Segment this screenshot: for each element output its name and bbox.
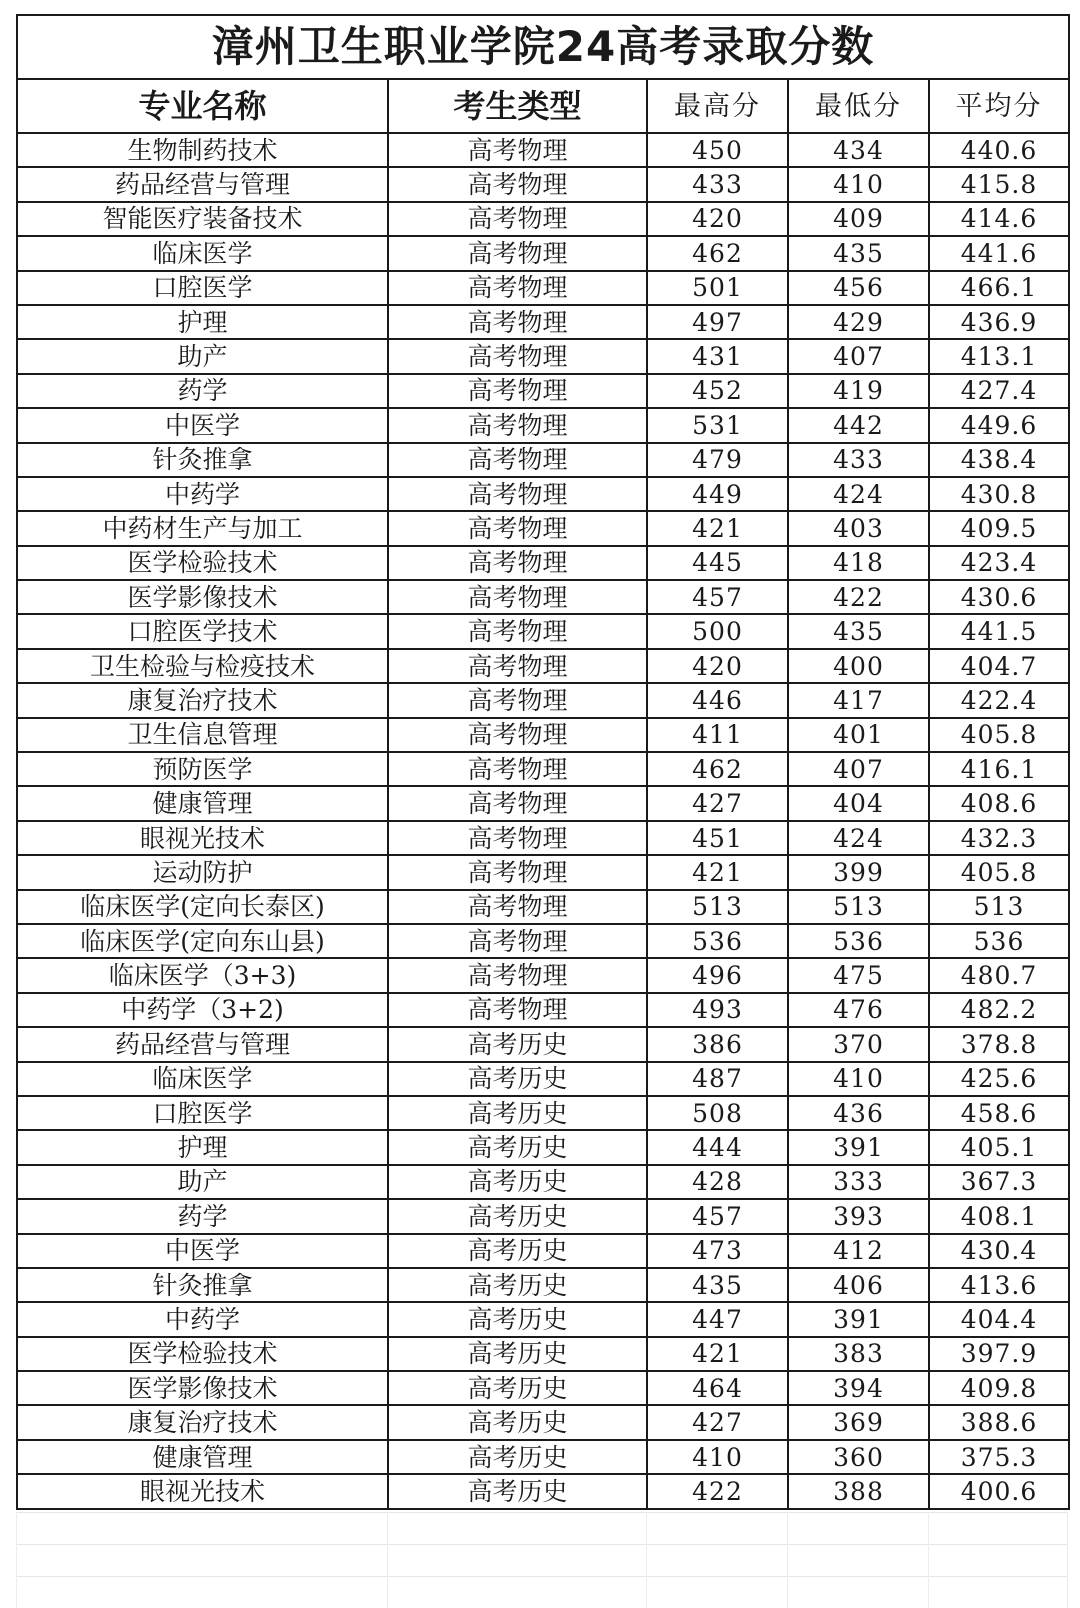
cell-min: 456 xyxy=(788,271,929,305)
cell-major: 中药学 xyxy=(17,477,388,511)
cell-major: 口腔医学技术 xyxy=(17,614,388,648)
cell-max: 422 xyxy=(647,1474,788,1508)
cell-avg: 400.6 xyxy=(929,1474,1069,1508)
admission-score-table xyxy=(16,14,1070,1510)
cell-avg: 430.8 xyxy=(929,477,1069,511)
cell-min: 513 xyxy=(788,890,929,924)
header-max: 最高分 xyxy=(647,79,788,133)
cell-avg: 414.6 xyxy=(929,202,1069,236)
cell-type: 高考物理 xyxy=(388,202,647,236)
header-avg: 平均分 xyxy=(929,79,1069,133)
cell-avg: 458.6 xyxy=(929,1096,1069,1130)
cell-major: 助产 xyxy=(17,1165,388,1199)
empty-sheet-grid xyxy=(16,1512,1068,1608)
cell-min: 407 xyxy=(788,339,929,373)
cell-avg: 378.8 xyxy=(929,1027,1069,1061)
cell-major: 医学影像技术 xyxy=(17,580,388,614)
cell-min: 391 xyxy=(788,1302,929,1336)
table-row xyxy=(17,271,1069,305)
table-row xyxy=(17,1474,1069,1508)
cell-major: 中医学 xyxy=(17,1234,388,1268)
header-major: 专业名称 xyxy=(17,79,388,133)
cell-avg: 513 xyxy=(929,890,1069,924)
cell-major: 医学检验技术 xyxy=(17,546,388,580)
cell-max: 421 xyxy=(647,855,788,889)
cell-major: 临床医学 xyxy=(17,1062,388,1096)
cell-type: 高考历史 xyxy=(388,1440,647,1474)
cell-major: 口腔医学 xyxy=(17,271,388,305)
cell-major: 预防医学 xyxy=(17,752,388,786)
header-row xyxy=(17,79,1069,133)
cell-avg: 409.8 xyxy=(929,1371,1069,1405)
table-row xyxy=(17,1234,1069,1268)
cell-major: 康复治疗技术 xyxy=(17,1405,388,1439)
cell-max: 428 xyxy=(647,1165,788,1199)
cell-avg: 432.3 xyxy=(929,821,1069,855)
cell-type: 高考物理 xyxy=(388,305,647,339)
cell-max: 427 xyxy=(647,786,788,820)
cell-type: 高考历史 xyxy=(388,1268,647,1302)
cell-min: 360 xyxy=(788,1440,929,1474)
table-row xyxy=(17,374,1069,408)
cell-major: 智能医疗装备技术 xyxy=(17,202,388,236)
cell-avg: 408.6 xyxy=(929,786,1069,820)
cell-max: 427 xyxy=(647,1405,788,1439)
table-row xyxy=(17,1405,1069,1439)
header-min: 最低分 xyxy=(788,79,929,133)
cell-max: 500 xyxy=(647,614,788,648)
cell-min: 401 xyxy=(788,718,929,752)
table-row xyxy=(17,958,1069,992)
cell-major: 临床医学(定向东山县) xyxy=(17,924,388,958)
cell-type: 高考物理 xyxy=(388,546,647,580)
table-row xyxy=(17,1440,1069,1474)
cell-max: 451 xyxy=(647,821,788,855)
cell-type: 高考物理 xyxy=(388,821,647,855)
cell-max: 445 xyxy=(647,546,788,580)
cell-max: 496 xyxy=(647,958,788,992)
cell-major: 护理 xyxy=(17,1130,388,1164)
cell-type: 高考物理 xyxy=(388,236,647,270)
cell-avg: 427.4 xyxy=(929,374,1069,408)
cell-major: 助产 xyxy=(17,339,388,373)
cell-major: 康复治疗技术 xyxy=(17,683,388,717)
cell-min: 419 xyxy=(788,374,929,408)
cell-avg: 405.8 xyxy=(929,718,1069,752)
table-row xyxy=(17,1268,1069,1302)
cell-avg: 405.8 xyxy=(929,855,1069,889)
table-title: 漳州卫生职业学院24高考录取分数 xyxy=(17,15,1069,79)
cell-avg: 423.4 xyxy=(929,546,1069,580)
cell-major: 临床医学（3+3) xyxy=(17,958,388,992)
cell-type: 高考物理 xyxy=(388,890,647,924)
cell-max: 431 xyxy=(647,339,788,373)
cell-max: 447 xyxy=(647,1302,788,1336)
cell-major: 健康管理 xyxy=(17,1440,388,1474)
cell-avg: 438.4 xyxy=(929,443,1069,477)
cell-avg: 441.6 xyxy=(929,236,1069,270)
cell-avg: 440.6 xyxy=(929,133,1069,167)
cell-major: 针灸推拿 xyxy=(17,443,388,477)
cell-max: 420 xyxy=(647,202,788,236)
cell-min: 422 xyxy=(788,580,929,614)
cell-min: 393 xyxy=(788,1199,929,1233)
cell-min: 391 xyxy=(788,1130,929,1164)
cell-min: 400 xyxy=(788,649,929,683)
cell-type: 高考物理 xyxy=(388,924,647,958)
cell-avg: 413.1 xyxy=(929,339,1069,373)
cell-min: 394 xyxy=(788,1371,929,1405)
table-row xyxy=(17,821,1069,855)
cell-min: 434 xyxy=(788,133,929,167)
cell-max: 508 xyxy=(647,1096,788,1130)
cell-type: 高考历史 xyxy=(388,1062,647,1096)
table-row xyxy=(17,890,1069,924)
cell-type: 高考物理 xyxy=(388,511,647,545)
cell-type: 高考历史 xyxy=(388,1337,647,1371)
cell-type: 高考物理 xyxy=(388,752,647,786)
table-row xyxy=(17,924,1069,958)
cell-type: 高考物理 xyxy=(388,718,647,752)
cell-avg: 466.1 xyxy=(929,271,1069,305)
cell-min: 424 xyxy=(788,477,929,511)
cell-type: 高考物理 xyxy=(388,133,647,167)
cell-avg: 405.1 xyxy=(929,1130,1069,1164)
table-row xyxy=(17,167,1069,201)
cell-type: 高考物理 xyxy=(388,374,647,408)
cell-max: 479 xyxy=(647,443,788,477)
table-row xyxy=(17,1027,1069,1061)
title-row xyxy=(17,15,1069,79)
cell-max: 435 xyxy=(647,1268,788,1302)
table-row xyxy=(17,1130,1069,1164)
cell-max: 410 xyxy=(647,1440,788,1474)
table-row xyxy=(17,477,1069,511)
cell-max: 452 xyxy=(647,374,788,408)
cell-max: 450 xyxy=(647,133,788,167)
cell-max: 501 xyxy=(647,271,788,305)
cell-type: 高考历史 xyxy=(388,1165,647,1199)
table-row xyxy=(17,1302,1069,1336)
cell-min: 403 xyxy=(788,511,929,545)
cell-avg: 367.3 xyxy=(929,1165,1069,1199)
cell-avg: 404.7 xyxy=(929,649,1069,683)
cell-type: 高考历史 xyxy=(388,1474,647,1508)
cell-avg: 536 xyxy=(929,924,1069,958)
cell-type: 高考物理 xyxy=(388,167,647,201)
cell-type: 高考物理 xyxy=(388,649,647,683)
table-row xyxy=(17,305,1069,339)
cell-type: 高考物理 xyxy=(388,443,647,477)
cell-avg: 409.5 xyxy=(929,511,1069,545)
cell-type: 高考物理 xyxy=(388,786,647,820)
cell-min: 418 xyxy=(788,546,929,580)
cell-type: 高考历史 xyxy=(388,1405,647,1439)
cell-max: 420 xyxy=(647,649,788,683)
table-row xyxy=(17,236,1069,270)
cell-major: 眼视光技术 xyxy=(17,1474,388,1508)
cell-min: 435 xyxy=(788,614,929,648)
cell-avg: 388.6 xyxy=(929,1405,1069,1439)
cell-max: 421 xyxy=(647,1337,788,1371)
table-row xyxy=(17,649,1069,683)
cell-min: 369 xyxy=(788,1405,929,1439)
cell-max: 462 xyxy=(647,752,788,786)
cell-max: 444 xyxy=(647,1130,788,1164)
cell-major: 药学 xyxy=(17,1199,388,1233)
cell-type: 高考物理 xyxy=(388,271,647,305)
table-row xyxy=(17,546,1069,580)
cell-avg: 449.6 xyxy=(929,408,1069,442)
table-row xyxy=(17,855,1069,889)
cell-avg: 422.4 xyxy=(929,683,1069,717)
cell-max: 536 xyxy=(647,924,788,958)
cell-major: 中医学 xyxy=(17,408,388,442)
cell-max: 487 xyxy=(647,1062,788,1096)
cell-max: 497 xyxy=(647,305,788,339)
cell-min: 388 xyxy=(788,1474,929,1508)
cell-min: 410 xyxy=(788,1062,929,1096)
cell-min: 417 xyxy=(788,683,929,717)
cell-major: 卫生检验与检疫技术 xyxy=(17,649,388,683)
cell-max: 433 xyxy=(647,167,788,201)
cell-avg: 441.5 xyxy=(929,614,1069,648)
cell-major: 护理 xyxy=(17,305,388,339)
table-row xyxy=(17,1199,1069,1233)
cell-max: 493 xyxy=(647,993,788,1027)
cell-type: 高考物理 xyxy=(388,580,647,614)
cell-type: 高考物理 xyxy=(388,339,647,373)
cell-max: 386 xyxy=(647,1027,788,1061)
cell-max: 421 xyxy=(647,511,788,545)
cell-major: 卫生信息管理 xyxy=(17,718,388,752)
cell-avg: 482.2 xyxy=(929,993,1069,1027)
cell-major: 健康管理 xyxy=(17,786,388,820)
cell-avg: 480.7 xyxy=(929,958,1069,992)
cell-major: 药品经营与管理 xyxy=(17,167,388,201)
cell-type: 高考历史 xyxy=(388,1371,647,1405)
cell-min: 433 xyxy=(788,443,929,477)
table-row xyxy=(17,339,1069,373)
cell-min: 424 xyxy=(788,821,929,855)
cell-type: 高考历史 xyxy=(388,1096,647,1130)
table-row xyxy=(17,1371,1069,1405)
table-body xyxy=(17,133,1069,1509)
cell-major: 中药学 xyxy=(17,1302,388,1336)
cell-avg: 425.6 xyxy=(929,1062,1069,1096)
cell-avg: 413.6 xyxy=(929,1268,1069,1302)
cell-type: 高考历史 xyxy=(388,1302,647,1336)
cell-avg: 397.9 xyxy=(929,1337,1069,1371)
cell-type: 高考历史 xyxy=(388,1234,647,1268)
cell-min: 436 xyxy=(788,1096,929,1130)
cell-max: 411 xyxy=(647,718,788,752)
cell-min: 333 xyxy=(788,1165,929,1199)
cell-type: 高考物理 xyxy=(388,958,647,992)
table-row xyxy=(17,1062,1069,1096)
cell-major: 医学影像技术 xyxy=(17,1371,388,1405)
cell-major: 医学检验技术 xyxy=(17,1337,388,1371)
cell-max: 457 xyxy=(647,1199,788,1233)
cell-min: 406 xyxy=(788,1268,929,1302)
table-row xyxy=(17,202,1069,236)
cell-min: 476 xyxy=(788,993,929,1027)
cell-avg: 416.1 xyxy=(929,752,1069,786)
table-row xyxy=(17,580,1069,614)
cell-type: 高考历史 xyxy=(388,1130,647,1164)
cell-min: 429 xyxy=(788,305,929,339)
cell-type: 高考物理 xyxy=(388,477,647,511)
header-type: 考生类型 xyxy=(388,79,647,133)
cell-type: 高考物理 xyxy=(388,683,647,717)
cell-max: 462 xyxy=(647,236,788,270)
table-row xyxy=(17,1165,1069,1199)
table-row xyxy=(17,718,1069,752)
table-row xyxy=(17,133,1069,167)
table-row xyxy=(17,752,1069,786)
cell-min: 370 xyxy=(788,1027,929,1061)
table-row xyxy=(17,443,1069,477)
cell-min: 536 xyxy=(788,924,929,958)
cell-max: 513 xyxy=(647,890,788,924)
cell-avg: 415.8 xyxy=(929,167,1069,201)
cell-major: 眼视光技术 xyxy=(17,821,388,855)
cell-max: 531 xyxy=(647,408,788,442)
cell-major: 中药材生产与加工 xyxy=(17,511,388,545)
cell-major: 生物制药技术 xyxy=(17,133,388,167)
table-row xyxy=(17,1096,1069,1130)
cell-min: 442 xyxy=(788,408,929,442)
table-row xyxy=(17,511,1069,545)
cell-type: 高考物理 xyxy=(388,993,647,1027)
cell-type: 高考物理 xyxy=(388,855,647,889)
cell-max: 457 xyxy=(647,580,788,614)
cell-max: 464 xyxy=(647,1371,788,1405)
cell-type: 高考历史 xyxy=(388,1199,647,1233)
cell-min: 409 xyxy=(788,202,929,236)
cell-min: 410 xyxy=(788,167,929,201)
cell-max: 449 xyxy=(647,477,788,511)
cell-avg: 436.9 xyxy=(929,305,1069,339)
cell-major: 中药学（3+2) xyxy=(17,993,388,1027)
cell-min: 383 xyxy=(788,1337,929,1371)
cell-major: 临床医学(定向长泰区) xyxy=(17,890,388,924)
table-row xyxy=(17,683,1069,717)
cell-major: 运动防护 xyxy=(17,855,388,889)
cell-min: 412 xyxy=(788,1234,929,1268)
cell-avg: 430.4 xyxy=(929,1234,1069,1268)
table-row xyxy=(17,1337,1069,1371)
cell-type: 高考历史 xyxy=(388,1027,647,1061)
cell-avg: 408.1 xyxy=(929,1199,1069,1233)
cell-max: 446 xyxy=(647,683,788,717)
cell-avg: 404.4 xyxy=(929,1302,1069,1336)
table-row xyxy=(17,993,1069,1027)
cell-major: 口腔医学 xyxy=(17,1096,388,1130)
cell-min: 404 xyxy=(788,786,929,820)
cell-min: 407 xyxy=(788,752,929,786)
cell-major: 针灸推拿 xyxy=(17,1268,388,1302)
table-row xyxy=(17,408,1069,442)
cell-major: 药品经营与管理 xyxy=(17,1027,388,1061)
cell-max: 473 xyxy=(647,1234,788,1268)
cell-type: 高考物理 xyxy=(388,408,647,442)
cell-avg: 430.6 xyxy=(929,580,1069,614)
table-row xyxy=(17,614,1069,648)
cell-min: 475 xyxy=(788,958,929,992)
cell-major: 临床医学 xyxy=(17,236,388,270)
table-row xyxy=(17,786,1069,820)
cell-avg: 375.3 xyxy=(929,1440,1069,1474)
cell-major: 药学 xyxy=(17,374,388,408)
cell-min: 399 xyxy=(788,855,929,889)
cell-type: 高考物理 xyxy=(388,614,647,648)
cell-min: 435 xyxy=(788,236,929,270)
